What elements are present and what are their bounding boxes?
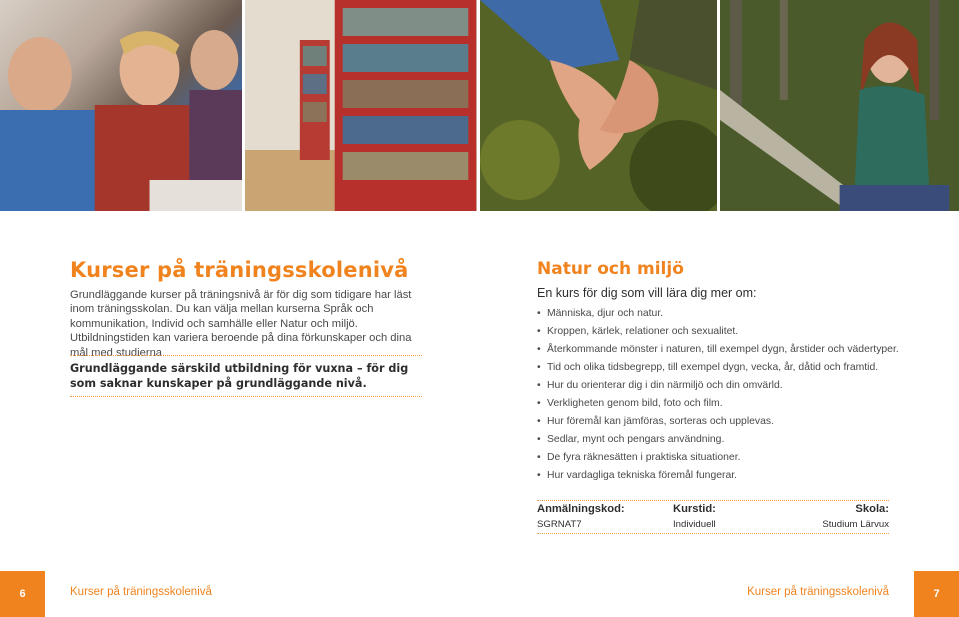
page-number-right: 7 bbox=[914, 571, 959, 617]
course-subheading: En kurs för dig som vill lära dig mer om: bbox=[537, 286, 757, 300]
dotted-divider-top bbox=[70, 355, 422, 356]
school-value: Studium Lärvux bbox=[822, 519, 889, 530]
list-item: • Hur vardagliga tekniska föremål fungerar. bbox=[537, 469, 897, 487]
list-item: • De fyra räknesätten i praktiska situationer. bbox=[537, 451, 897, 469]
left-intro-text: Grundläggande kurser på träningsnivå är för dig som tidigare har läst inom träningsskolan. Du kan välja mellan kurserna Språk och kommunikation, Individ och samhälle eller Natur och miljö. Utbildningstiden kan variera beroende på dina förkunskaper och dina mål med studierna. bbox=[70, 289, 412, 359]
info-divider-top bbox=[537, 500, 889, 501]
course-heading: Natur och miljö bbox=[537, 259, 684, 279]
info-divider-bottom bbox=[537, 533, 889, 534]
photo-woman-in-forest bbox=[720, 0, 959, 211]
list-item: • Verkligheten genom bild, foto och film. bbox=[537, 397, 897, 415]
school-label: Skola: bbox=[855, 503, 889, 515]
dotted-divider-bottom bbox=[70, 396, 422, 397]
page-number-left: 6 bbox=[0, 571, 45, 617]
list-item: • Återkommande mönster i naturen, till exempel dygn, årstider och vädertyper. bbox=[537, 343, 897, 361]
list-item: • Hur du orienterar dig i din närmiljö och din omvärld. bbox=[537, 379, 897, 397]
photo-students-laughing bbox=[0, 0, 242, 211]
photo-holding-hands bbox=[480, 0, 717, 211]
list-item: • Tid och olika tidsbegrepp, till exempel dygn, vecka, år, dåtid och framtid. bbox=[537, 361, 897, 379]
list-item: • Sedlar, mynt och pengars användning. bbox=[537, 433, 897, 451]
photo-strip bbox=[0, 0, 959, 211]
list-item: • Hur föremål kan jämföras, sorteras och upplevas. bbox=[537, 415, 897, 433]
left-note-text: Grundläggande särskild utbildning för vuxna – för dig som saknar kunskaper på grundläggande nivå. bbox=[70, 362, 409, 390]
photo-library-shelves bbox=[245, 0, 476, 211]
course-time-label: Kurstid: bbox=[673, 503, 716, 515]
course-time-value: Individuell bbox=[673, 519, 716, 530]
list-item: • Människa, djur och natur. bbox=[537, 307, 897, 325]
footer-title-left: Kurser på träningsskolenivå bbox=[70, 586, 212, 598]
course-topics-list bbox=[537, 307, 897, 487]
left-heading: Kurser på träningsskolenivå bbox=[70, 258, 409, 282]
list-item: • Kroppen, kärlek, relationer och sexualitet. bbox=[537, 325, 897, 343]
footer-title-right: Kurser på träningsskolenivå bbox=[747, 586, 889, 598]
registration-code-value: SGRNAT7 bbox=[537, 519, 582, 530]
course-info-table bbox=[537, 503, 889, 531]
registration-code-label: Anmälningskod: bbox=[537, 503, 625, 515]
